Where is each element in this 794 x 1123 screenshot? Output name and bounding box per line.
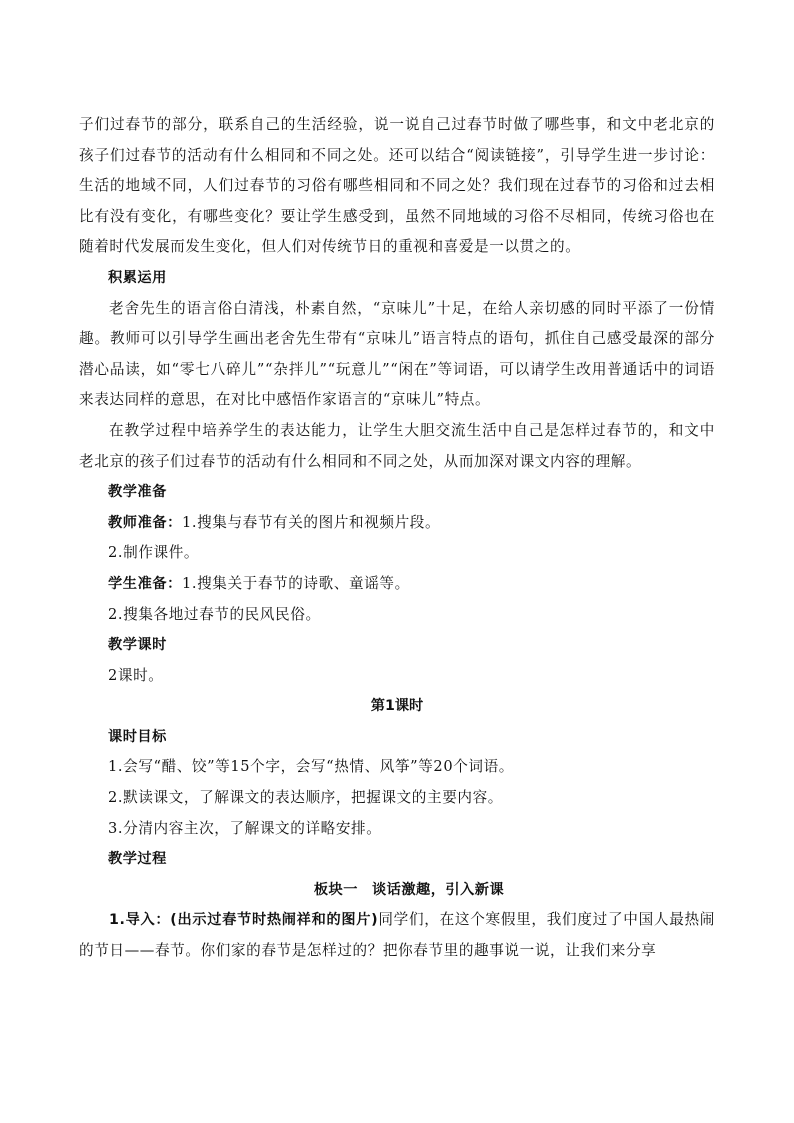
goal-2: 2.默读课文，了解课文的表达顺序，把握课文的主要内容。 [108, 789, 503, 807]
teacher-prep-label: 教师准备： [108, 514, 182, 531]
student-prep-label: 学生准备： [108, 575, 182, 592]
heading-jilei-yunyong: 积累运用 [108, 269, 167, 286]
goal-3: 3.分清内容主次，了解课文的详略安排。 [108, 819, 382, 837]
teacher-prep-line [108, 508, 715, 539]
intro-text: 同学们，在这个寒假里，我们度过了中国人最热闹的节日——春节。你们家的春节是怎样过的？把你春节里的趣事说一说，让我们来分享 [79, 911, 715, 960]
heading-jiaoxue-zhunbei: 教学准备 [108, 484, 167, 501]
goal-1: 1.会写“醋、饺”等15个字，会写“热情、风筝”等20个词语。 [108, 758, 514, 776]
block-title: 谈话激趣，引入新课 [371, 881, 505, 898]
heading-keshi-mubiao: 课时目标 [108, 728, 167, 745]
block-name: 板块一 [313, 881, 358, 898]
teacher-prep-item-2: 2.制作课件。 [108, 544, 200, 562]
teacher-prep-item-1: 1.搜集与春节有关的图片和视频片段。 [181, 513, 441, 531]
paragraph-expression-ability: 在教学过程中培养学生的表达能力，让学生大胆交流生活中自己是怎样过春节的，和文中老北京的孩子们过春节的活动有什么相同和不同之处，从而加深对课文内容的理解。 [79, 421, 715, 470]
intro-paragraph [79, 905, 715, 966]
heading-jiaoxue-keshi: 教学课时 [108, 637, 167, 654]
lesson-title: 第1课时 [370, 698, 424, 715]
document-page [79, 110, 715, 967]
heading-jiaoxue-guocheng: 教学过程 [108, 851, 167, 868]
student-prep-item-2: 2.搜集各地过春节的民风民俗。 [108, 605, 321, 623]
student-prep-item-1: 1.搜集关于春节的诗歌、童谣等。 [181, 574, 410, 592]
intro-bold-note: (出示过春节时热闹祥和的图片) [170, 912, 379, 929]
block-heading [79, 875, 715, 906]
student-prep-line [108, 569, 715, 600]
paragraph-continued: 子们过春节的部分，联系自己的生活经验，说一说自己过春节时做了哪些事，和文中老北京的孩子们过春节的活动有什么相同和不同之处。还可以结合“阅读链接”，引导学生进一步讨论：生活的地域不同，人们过春节的习俗有哪些相同和不同之处？我们现在过春节的习俗和过去相比有没有变化，有哪些变化？要让学生感受到，虽然不同地域的习俗不尽相同，传统习俗也在随着时代发展而发生变化，但人们对传统节日的重视和喜爱是一以贯之的。 [79, 116, 715, 256]
keshi-value: 2课时。 [108, 666, 164, 684]
paragraph-language-style: 老舍先生的语言俗白清浅，朴素自然，“京味儿”十足，在给人亲切感的同时平添了一份情趣。教师可以引导学生画出老舍先生带有“京味儿”语言特点的语句，抓住自己感受最深的部分潜心品读，如“零七八碎儿”“杂拌儿”“玩意儿”“闲在”等词语，可以请学生改用普通话中的词语来表达同样的意思，在对比中感悟作家语言的“京味儿”特点。 [79, 299, 715, 409]
intro-label: 1.导入： [109, 912, 171, 929]
